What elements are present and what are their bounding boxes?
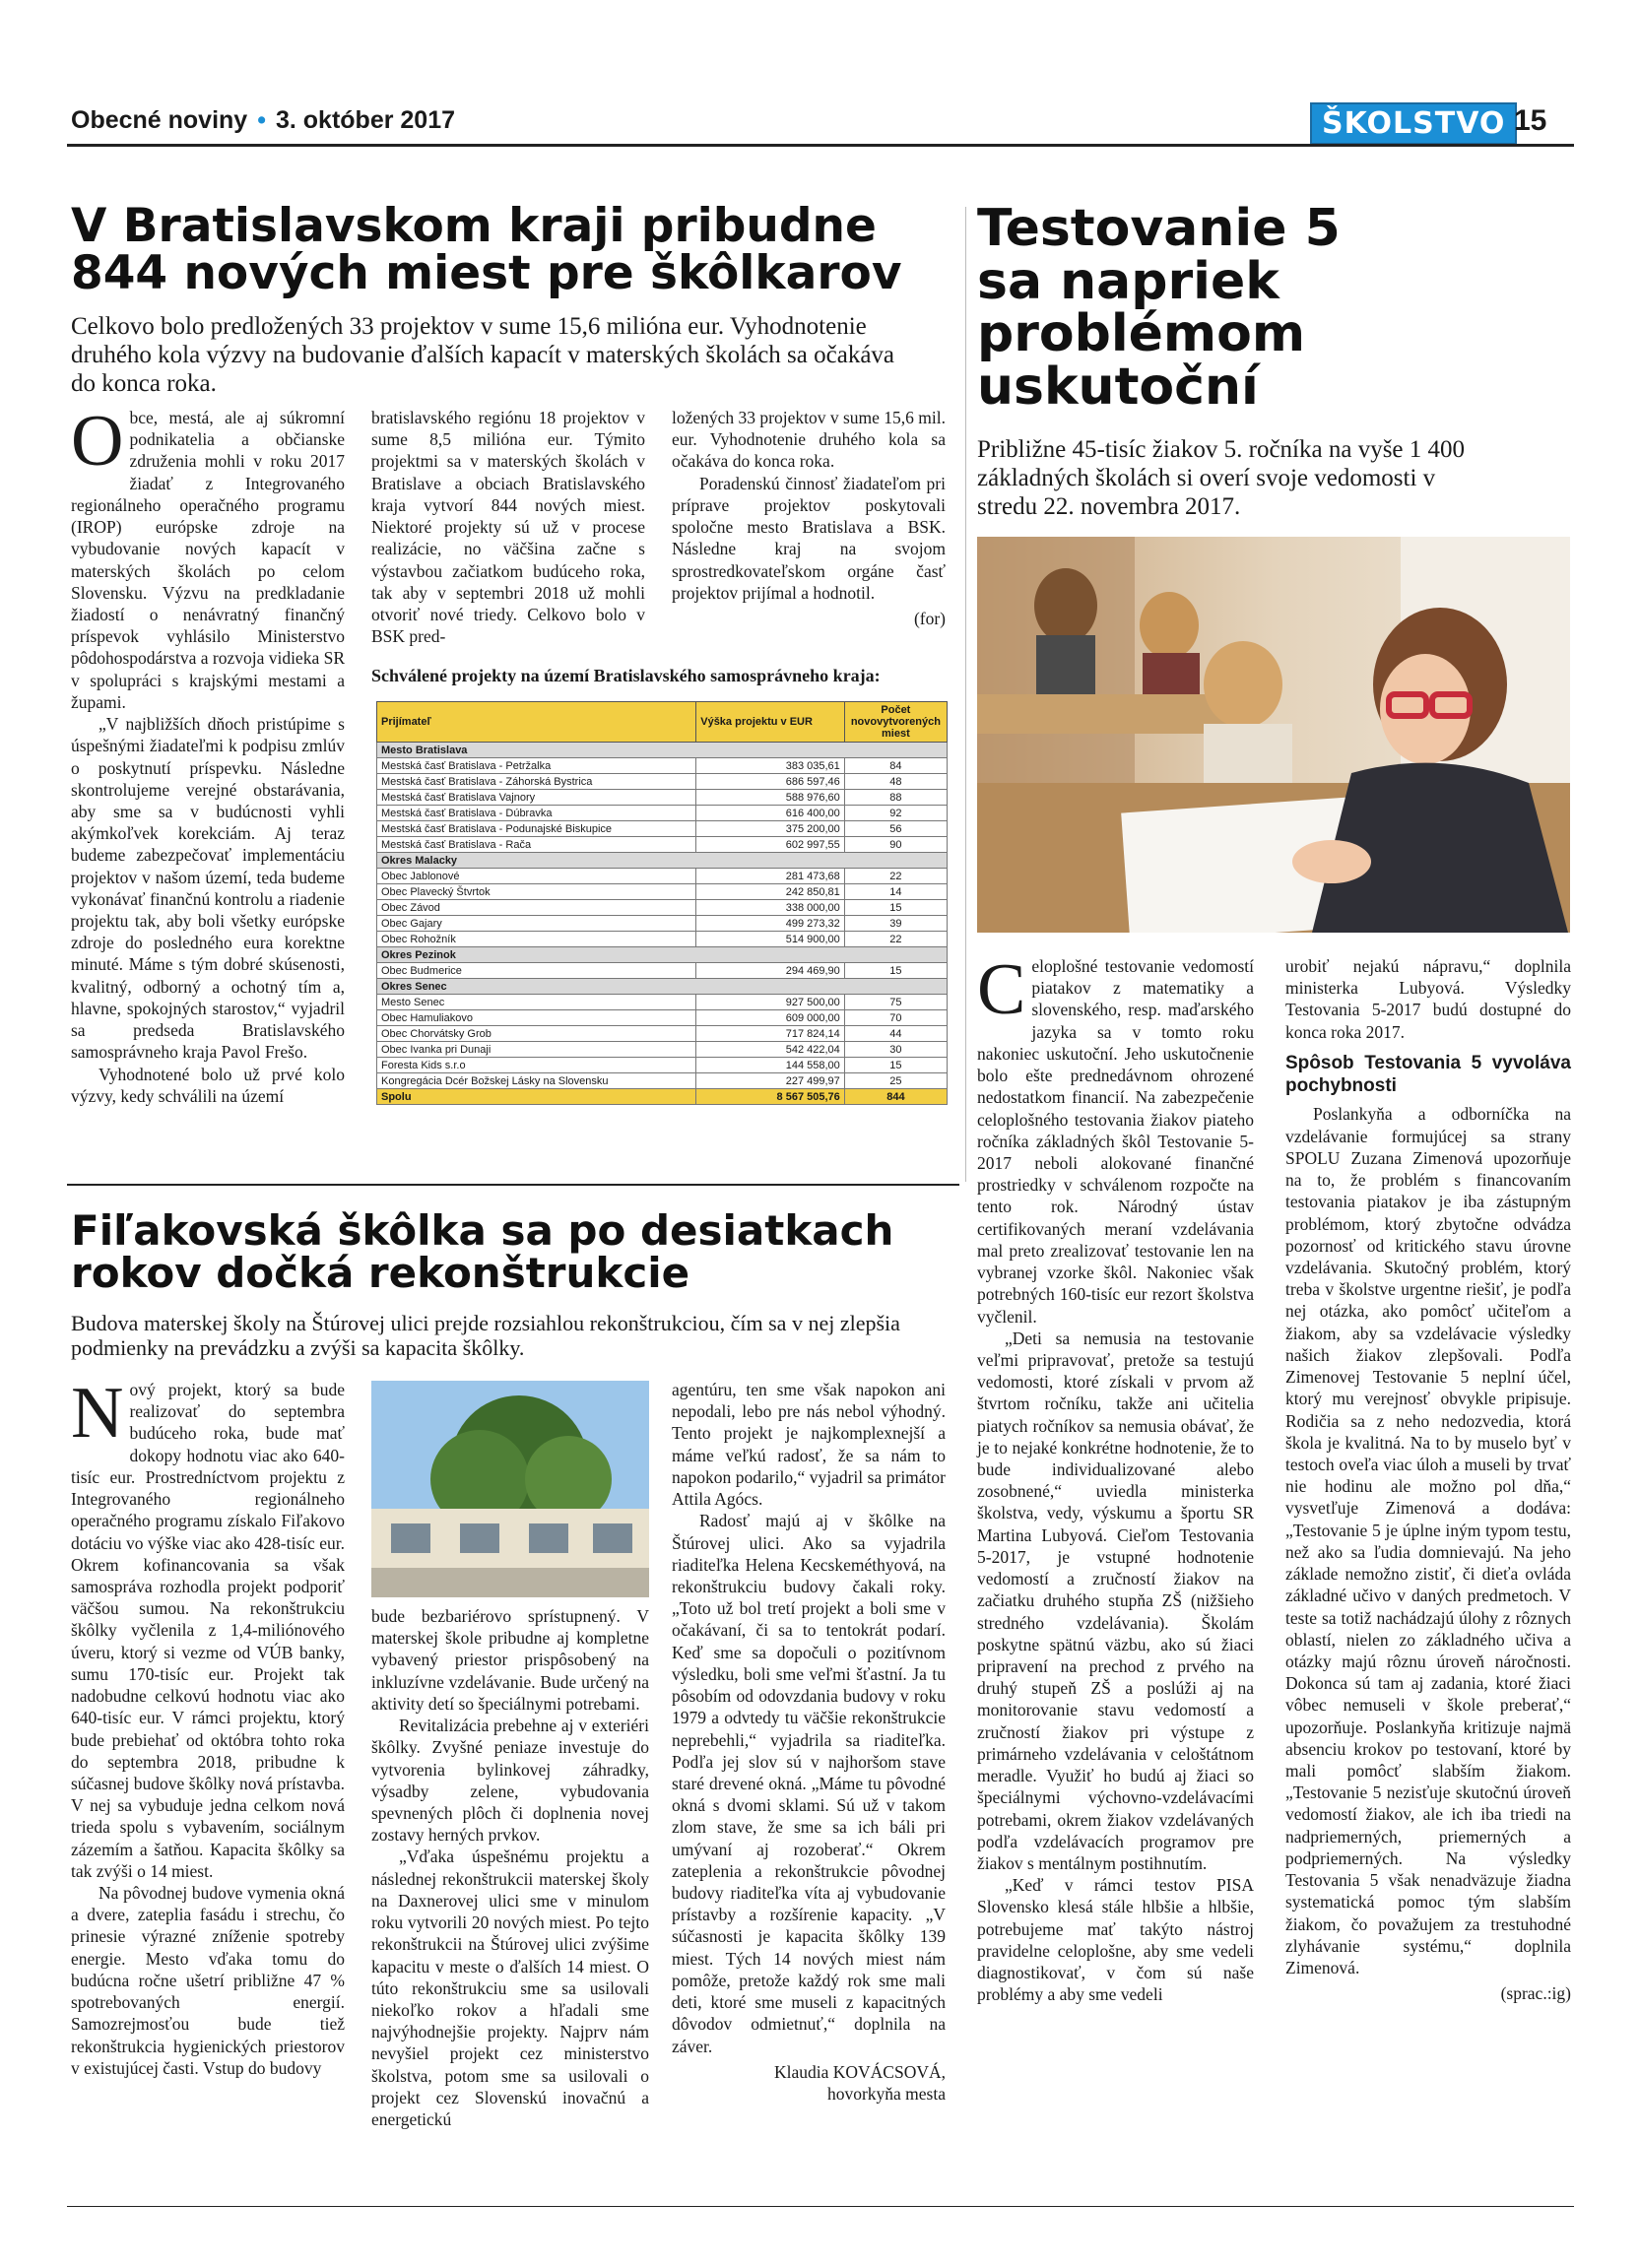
table-cell-amount: 927 500,00 [696, 995, 845, 1010]
table-cell-name: Obec Ivanka pri Dunaji [377, 1042, 696, 1058]
table-row [377, 790, 948, 806]
article2-column-1 [977, 949, 1254, 2006]
table-header-row [377, 702, 948, 743]
article1-signature: (for) [913, 608, 946, 628]
table-cell-amount: 609 000,00 [696, 1010, 845, 1026]
table-cell-count: 92 [844, 806, 947, 821]
table-cell-amount: 375 200,00 [696, 821, 845, 837]
table-cell-name: Obec Hamuliakovo [377, 1010, 696, 1026]
article2-headline: Testovanie 5 sa napriek problémom uskutoční [977, 199, 1341, 417]
projects-table [376, 701, 948, 1105]
article1-paragraph: bce, mestá, ale aj súkromní podnikatelia a občianske združenia mohli v roku 2017 žiadať z Integrovaného regionálneho operačného programu (IROP) európske zdroje na vybudovanie nových kapacít v materských školách po celom Slovensku. Výzvu na predkladanie žiadostí o nenávratný finančný príspevok vyhlásilo Ministerstvo pôdohospodárstva a rozvoja vidieka SR v spolupráci s krajskými mestami a župami. [71, 408, 346, 712]
table-header-cell: Počet novovytvorených miest [844, 702, 947, 743]
article3-paragraph: „Vďaka úspešnému projektu a následnej rekonštrukcii materskej školy na Daxnerovej ulici sme v minulom roku vytvorili 20 nových miest. Po tejto rekonštrukcii na Štúrovej ulici zvýšime kapacitu v meste o ďalších 14 miest. O túto rekonštrukciu sme sa usilovali niekoľko rokov a hľadali sme najvýhodnejšie projekty. Najprv nám nevyšiel projekt cez ministerstvo školstva, potom sme sa usilovali o projekt cez Slovenskú inovačnú a energetickú [371, 1847, 649, 2130]
table-row [377, 1073, 948, 1089]
article-filakovo-kindergarten [71, 1206, 957, 1361]
article3-column-2 [371, 1605, 649, 2130]
article3-column-3 [672, 1379, 946, 2105]
table-cell-amount: 588 976,60 [696, 790, 845, 806]
table-cell-count: 44 [844, 1026, 947, 1042]
table-cell-amount: 338 000,00 [696, 900, 845, 916]
students-photo [977, 537, 1570, 933]
table-cell-name: Mestská časť Bratislava - Rača [377, 837, 696, 853]
table-row [377, 806, 948, 821]
table-cell-name: Foresta Kids s.r.o [377, 1058, 696, 1073]
drop-cap: C [977, 949, 1026, 1030]
table-cell-amount: 602 997,55 [696, 837, 845, 853]
table-total-count: 844 [844, 1089, 947, 1105]
table-cell-amount: 514 900,00 [696, 932, 845, 947]
article3-paragraph: Na pôvodnej budove vymenia okná a dvere, zateplia fasádu i strechu, čo prinesie výrazné zníženie spotreby energie. Mesto vďaka tomu do budúcna ročne ušetrí približne 47 % spotrebovaných energií. Samozrejmosťou bude tiež rekonštrukcia hygienických priestorov v existujúcej časti. Vstup do budovy [71, 1883, 345, 2078]
table-row [377, 995, 948, 1010]
table-cell-count: 22 [844, 932, 947, 947]
article2-paragraph: eloplošné testovanie vedomostí piatakov z matematiky a slovenského, resp. maďarského jazyka sa v tomto roku nakoniec uskutoční. Jeho uskutočnenie bolo ešte prednedávnom ohrozené nedostatkom financií. Na zabezpečenie celoplošného testovania žiakov piateho ročníka základných škôl Testovanie 5-2017 neboli alokované finančné prostriedky v schválenom rozpočte na tento rok. Národný ústav certifikovaných meraní vzdelávania mal preto zrealizovať testovanie len na vybranej vzorke škôl. Nakoniec však potrebných 160-tisíc eur rezort školstva vyčlenil. [977, 956, 1254, 1327]
article1-paragraph: Poradenskú činnosť žiadateľom pri príprave projektov poskytovali spoločne mesto Bratislava a BSK. Následne kraj na svojom sprostredkovateľskom orgáne časť projektov prijímal a hodnotil. [672, 473, 946, 603]
table-row [377, 916, 948, 932]
building-illustration [371, 1381, 649, 1597]
table-cell-count: 15 [844, 1058, 947, 1073]
table-cell-count: 22 [844, 869, 947, 884]
projects-table-body [377, 743, 948, 1105]
table-cell-amount: 542 422,04 [696, 1042, 845, 1058]
table-group-row [377, 947, 948, 963]
table-cell-name: Mestská časť Bratislava - Dúbravka [377, 806, 696, 821]
article1-paragraph: bratislavského regiónu 18 projektov v sume 8,5 milióna eur. Týmito projektmi sa v materských školách v Bratislave a obciach Bratislavského kraja vytvorí 844 nových miest. Niektoré projekty sú už v procese realizácie, no väčšina začne s výstavbou začiatkom budúceho roka, tak aby v septembri 2018 už mohli otvoriť nové triedy. Celkovo bolo v BSK pred- [371, 408, 645, 647]
article1-column-3 [672, 407, 946, 629]
table-header-cell: Prijímateľ [377, 702, 696, 743]
article2-signature: (sprac.:ig) [1500, 1983, 1571, 2004]
table-group-row [377, 743, 948, 758]
table-cell-amount: 616 400,00 [696, 806, 845, 821]
table-cell-count: 15 [844, 963, 947, 979]
table-group-label: Okres Pezinok [377, 947, 948, 963]
article1-deck: Celkovo bolo predložených 33 projektov v sume 15,6 milióna eur. Vyhodnotenie druhého kola výzvy na budovanie ďalších kapacít v materských školách sa očakáva do konca roka. [71, 312, 895, 397]
table-group-label: Mesto Bratislava [377, 743, 948, 758]
table-cell-name: Kongregácia Dcér Božskej Lásky na Slovensku [377, 1073, 696, 1089]
table-cell-name: Mestská časť Bratislava - Petržalka [377, 758, 696, 774]
table-cell-name: Obec Jablonové [377, 869, 696, 884]
drop-cap: N [71, 1373, 124, 1454]
column-divider [965, 207, 966, 1182]
bullet-separator: • [257, 106, 266, 134]
table-row [377, 821, 948, 837]
article-kindergarten-places [71, 199, 957, 398]
table-cell-amount: 383 035,61 [696, 758, 845, 774]
table-row [377, 900, 948, 916]
classroom-illustration [977, 537, 1570, 933]
table-row [377, 837, 948, 853]
table-cell-amount: 144 558,00 [696, 1058, 845, 1073]
table-cell-name: Obec Budmerice [377, 963, 696, 979]
article1-paragraph: ložených 33 projektov v sume 15,6 mil. eur. Vyhodnotenie druhého kola sa očakáva do konca roka. [672, 408, 947, 472]
table-cell-count: 15 [844, 900, 947, 916]
table-row [377, 1010, 948, 1026]
article2-subheading: Spôsob Testovania 5 vyvoláva pochybnosti [1285, 1052, 1571, 1096]
article-divider [67, 1184, 959, 1186]
table-row [377, 963, 948, 979]
table-cell-name: Mesto Senec [377, 995, 696, 1010]
table-row [377, 1026, 948, 1042]
article2-deck: Približne 45-tisíc žiakov 5. ročníka na vyše 1 400 základných školách si overí svoje vedomosti v stredu 22. novembra 2017. [977, 436, 1466, 521]
article3-paragraph: ový projekt, ktorý sa bude realizovať do septembra budúceho roka, bude mať dokopy hodnotu viac ako 640-tisíc eur. Prostredníctvom projektu z Integrovaného regionálneho operačného programu získalo Fiľakovo dotáciu vo výške viac ako 428-tisíc eur. Okrem kofinancovania sa však samospráva rozhodla projekt podporiť väčšou sumou. Na rekonštrukciu škôlky vyčlenila z 1,4-miliónového úveru, ktorý si vezme od VÚB banky, sumu 170-tisíc eur. Projekt tak nadobudne celkovú hodnotu viac ako 640-tisíc eur. V rámci projektu, ktorý bude prebiehať od októbra tohto roka do septembra 2018, pribudne k súčasnej budove škôlky nová prístavba. V nej sa vybuduje jedna celkom nová trieda spolu s vybavením, sociálnym zázemím a šatňou. Kapacita škôlky sa tak zvýši o 14 miest. [71, 1380, 345, 1881]
table-cell-name: Obec Závod [377, 900, 696, 916]
publication-name: Obecné noviny [71, 106, 248, 134]
table-total-row [377, 1089, 948, 1105]
article3-signature-name: Klaudia KOVÁCSOVÁ, [773, 2061, 946, 2082]
table-row [377, 884, 948, 900]
article2-paragraph: „Keď v rámci testov PISA Slovensko klesá stále hlbšie a hlbšie, potrebujeme mať takýto nástroj pravidelne celoplošne, aby sme vedeli diagnostikovať, v čom sú naše problémy a aby sme vedeli [977, 1875, 1254, 2005]
issue-date: 3. október 2017 [275, 106, 456, 134]
article2-paragraph: urobiť nejakú nápravu,“ doplnila ministerka Lubyová. Výsledky Testovania 5-2017 budú dostupné do konca roka 2017. [1285, 956, 1571, 1042]
table-cell-count: 48 [844, 774, 947, 790]
article3-paragraph: agentúru, ten sme však napokon ani nepodali, lebo pre nás nebol výhodný. Tento projekt je najkomplexnejší a máme veľkú radosť, že sa nám to napokon podarilo,“ vyjadril sa primátor Attila Agócs. [672, 1380, 946, 1510]
table-group-row [377, 853, 948, 869]
article1-paragraph: Vyhodnotené bolo už prvé kolo výzvy, kedy schválili na území [71, 1064, 345, 1106]
article3-signature-role: hovorkyňa mesta [826, 2084, 946, 2104]
table-cell-amount: 294 469,90 [696, 963, 845, 979]
table-cell-count: 75 [844, 995, 947, 1010]
article3-paragraph: Radosť majú aj v škôlke na Štúrovej ulici. Ako sa vyjadrila riaditeľka Helena Kecskeméthyová, na rekonštrukciu budovy čakali roky. „Toto už bol tretí projekt a boli sme v očakávaní, či sa to tentokrát podarí. Keď sme sa dopočuli o pozitívnom výsledku, boli sme veľmi šťastní. Ja tu pôsobím od odovzdania budovy v roku 1979 a odvtedy tu väčšie rekonštrukcie neprebehli,“ vyjadrila sa riaditeľka. Podľa jej slov sú v najhoršom stave staré drevené okná. „Máme tu pôvodné okná s dvomi sklami. Sú už v takom zlom stave, že sme sa ich báli pri umývaní aj rozoberať.“ Okrem zateplenia a rekonštrukcie pôvodnej budovy riaditeľka víta aj vybudovanie prístavby a rozšírenie kapacity. „V súčasnosti je kapacita škôlky 139 miest. Tých 14 nových miest nám pomôže, pretože každý rok sme mali deti, ktoré sme museli z kapacitných dôvodov odmietnuť,“ doplnila na záver. [672, 1511, 946, 2056]
table-group-row [377, 979, 948, 995]
table-group-label: Okres Senec [377, 979, 948, 995]
article3-paragraph: Revitalizácia prebehne aj v exteriéri škôlky. Zvyšné peniaze investuje do vytvorenia bylinkovej záhradky, výsadby zelene, vybudovania spevnených plôch či doplnenia novej zostavy herných prvkov. [371, 1716, 649, 1846]
projects-table-wrapper [376, 701, 948, 1105]
article2-paragraph: Poslankyňa a odborníčka na vzdelávanie formujúcej sa strany SPOLU Zuzana Zimenová upozorňuje na to, že problém s financovaním testovania piatakov je iba zástupným problémom, ktorý zbytočne odvádza pozornosť od kritického stavu úrovne vzdelávania. Skutočný problém, ktorý treba v školstve urgentne riešiť, je podľa nej otázka, ako pomôcť učiteľom a žiakom, aby sa vzdelávacie výsledky našich žiakov zlepšovali. Podľa Zimenovej Testovanie 5 neplní účel, ktorý mu verejnosť obvykle pripisuje. Rodičia sa z neho nedozvedia, ktorá škola je kvalitná. Na to by muselo byť v testoch oveľa viac úloh a museli by trvať nie hodinu ale možno pol dňa,“ vysvetľuje Zimenová a dodáva: „Testovanie 5 je úplne iným typom testu, než ako sa ľudia domnievajú. Na jeho základe nemožno zistiť, či dieťa ovláda základné učivo v daných predmetoch. V teste sa totiž nachádzajú úlohy z rôznych oblastí, nielen zo základného učiva a otázky majú rôznu úroveň náročnosti. Dokonca sú tam aj zadania, ktoré žiaci vôbec nemuseli v škole preberať,“ upozorňuje. Poslankyňa kritizuje najmä absenciu krokov po testovaní, ktoré by mali pomôcť slabším žiakom. „Testovanie 5 nezisťuje skutočnú úroveň vedomostí žiakov, ale ich iba triedi na nadpriemerných, priemerných a podpriemerných. Na výsledky Testovania 5 však nenadväzuje žiadna systematická pomoc tým slabším žiakom, čo považujem za trestuhodné zlyhávanie systému,“ doplnila Zimenová. [1285, 1104, 1571, 1977]
table-cell-amount: 686 597,46 [696, 774, 845, 790]
table-cell-name: Obec Chorvátsky Grob [377, 1026, 696, 1042]
table-cell-name: Obec Plavecký Štvrtok [377, 884, 696, 900]
article2-column-2 [1285, 955, 1571, 2004]
table-cell-name: Mestská časť Bratislava - Záhorská Bystrica [377, 774, 696, 790]
table-caption: Schválené projekty na území Bratislavského samosprávneho kraja: [371, 666, 881, 685]
table-cell-amount: 499 273,32 [696, 916, 845, 932]
table-cell-amount: 227 499,97 [696, 1073, 845, 1089]
table-total-amount: 8 567 505,76 [696, 1089, 845, 1105]
article3-column-1 [71, 1373, 345, 2079]
table-cell-count: 39 [844, 916, 947, 932]
article1-column-1 [71, 401, 346, 1107]
article1-column-2 [371, 407, 645, 647]
masthead [71, 106, 455, 135]
table-row [377, 932, 948, 947]
table-cell-count: 84 [844, 758, 947, 774]
section-label: ŠKOLSTVO [1310, 102, 1517, 145]
table-cell-count: 56 [844, 821, 947, 837]
header-rule [67, 144, 1574, 147]
table-row [377, 1058, 948, 1073]
table-cell-name: Mestská časť Bratislava Vajnory [377, 790, 696, 806]
table-cell-count: 25 [844, 1073, 947, 1089]
article3-deck: Budova materskej školy na Štúrovej ulici prejde rozsiahlou rekonštrukciou, čím sa v nej zlepšia podmienky na prevádzku a zvýši sa kapacita škôlky. [71, 1310, 900, 1361]
table-row [377, 758, 948, 774]
table-cell-count: 90 [844, 837, 947, 853]
article1-headline: V Bratislavskom kraji pribudne 844 nových miest pre škôlkarov [71, 199, 902, 301]
table-cell-count: 14 [844, 884, 947, 900]
article3-headline: Fiľakovská škôlka sa po desiatkach rokov dočká rekonštrukcie [71, 1206, 894, 1298]
table-cell-count: 70 [844, 1010, 947, 1026]
table-cell-amount: 281 473,68 [696, 869, 845, 884]
kindergarten-building-photo [371, 1381, 649, 1597]
table-cell-name: Mestská časť Bratislava - Podunajské Biskupice [377, 821, 696, 837]
page-number: 15 [1514, 104, 1547, 137]
footer-rule [67, 2206, 1574, 2207]
table-cell-count: 30 [844, 1042, 947, 1058]
article3-paragraph: bude bezbariérovo sprístupnený. V materskej škole pribudne aj kompletne vybavený priestor prispôsobený na inkluzívne vzdelávanie. Bude určený na aktivity detí so špeciálnymi potrebami. [371, 1606, 649, 1714]
table-group-label: Okres Malacky [377, 853, 948, 869]
table-row [377, 774, 948, 790]
table-cell-name: Obec Gajary [377, 916, 696, 932]
table-header-cell: Výška projektu v EUR [696, 702, 845, 743]
table-cell-amount: 242 850,81 [696, 884, 845, 900]
table-cell-name: Obec Rohožník [377, 932, 696, 947]
article-testing-5 [977, 199, 1568, 521]
table-row [377, 869, 948, 884]
article2-paragraph: „Deti sa nemusia na testovanie veľmi pripravovať, pretože sa testujú vedomosti, ktoré získali v prvom až štvrtom ročníku, takže ani učitelia piatych ročníkov sa nemusia obávať, že je to nejaké konkrétne hodnotenie, že to bude individualizované alebo zosobnené,“ uviedla ministerka školstva, vedy, výskumu a športu SR Martina Lubyová. Cieľom Testovania 5-2017, je vstupné hodnotenie vedomostí a zručností žiakov na začiatku druhého stupňa ZŠ (nižšieho stredného vzdelávania). Školám poskytne spätnú väzbu, ako sú žiaci pripravení na prechod z prvého na druhý stupeň ZŠ a poslúži aj na monitorovanie stavu vedomostí a zručností žiakov pri výstupe z primárneho vzdelávania v celoštátnom meradle. Využiť ho budú aj žiaci so špeciálnymi výchovno-vzdelávacími potrebami, okrem žiakov vzdelávaných podľa vzdelávacích programov pre žiakov s mentálnym postihnutím. [977, 1328, 1254, 1873]
table-cell-count: 88 [844, 790, 947, 806]
table-total-name: Spolu [377, 1089, 696, 1105]
drop-cap: O [71, 401, 124, 482]
table-row [377, 1042, 948, 1058]
article1-paragraph: „V najbližších dňoch pristúpime s úspešnými žiadateľmi k podpisu zmlúv o poskytnutí príspevku. Následne skontrolujeme verejné obstarávania, aby sme sa v budúcnosti vyhli akýmkoľvek korekciám. Aj teraz budeme zabezpečovať implementáciu projektov v našom území, teda budeme vykonávať finančnú kontrolu a riadenie projektu tak, aby boli všetky európske zdroje do posledného eura korektne minuté. Máme s tým dobré skúsenosti, kvalitný, odborný a ochotný tím a, hlavne, spokojných starostov,“ vyjadril sa predseda Bratislavského samosprávneho kraja Pavol Frešo. [71, 714, 345, 1063]
table-cell-amount: 717 824,14 [696, 1026, 845, 1042]
